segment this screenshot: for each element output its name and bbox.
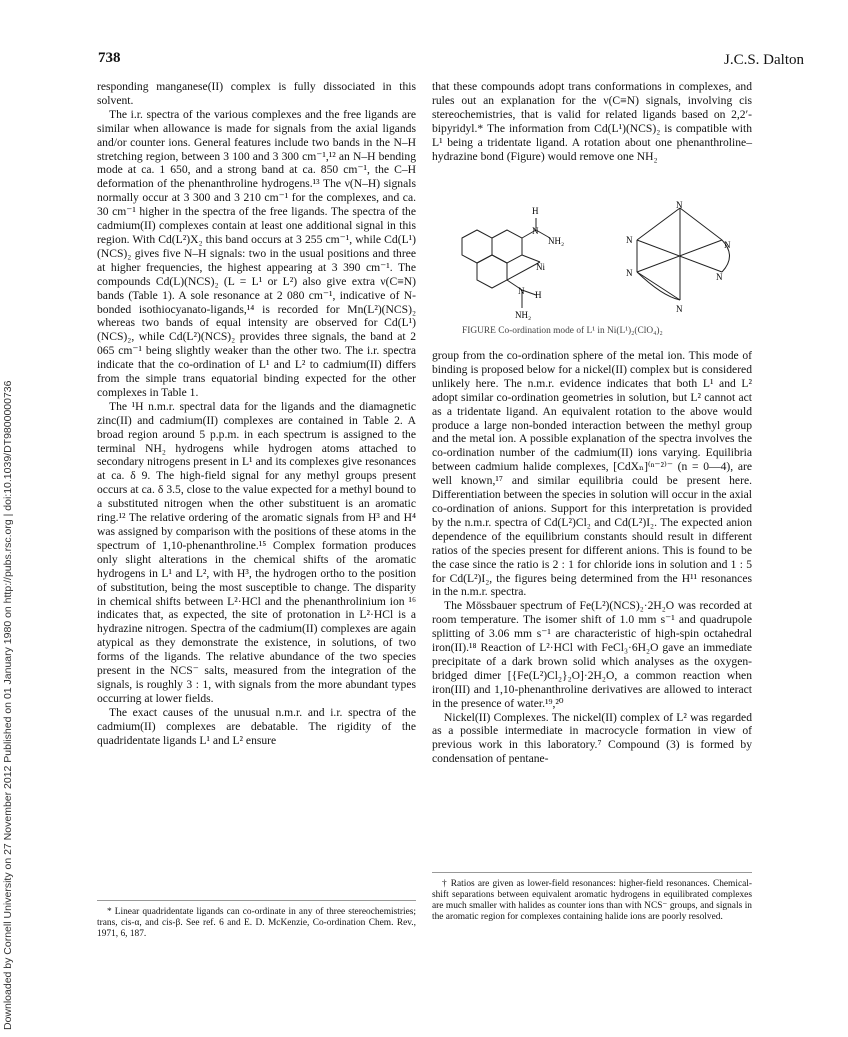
right-column-bottom <box>432 349 752 766</box>
paragraph: The ¹H n.m.r. spectral data for the ligands and the diamagnetic zinc(II) and cadmium(II) complexes are contained in Table 2. A broad region around 5 p.p.m. in each spectrum is assigned to the terminal NH₂ hydrogens while hydrogen atoms attached to secondary nitrogens present in L¹ and its complexes give resonances at ca. δ 9. The high-field signal for any methyl groups present occurs at ca. δ 3.5, close to the value expected for a methyl bound to a substituted nitrogen when the other substituent is an aromatic ring.¹² The relative ordering of the aromatic signals from H³ and H⁴ was assigned by comparison with the positions of these atoms in the spectrum of 1,10-phenanthroline.¹⁵ Complex formation produces only slight alterations in the chemical shifts of the aromatic hydrogens in L¹ and L², with H³, the hydrogen ortho to the position of substitution, being the most susceptible to change. The disparity in chemical shifts between L²·HCl and the phenanthrolinium ion ¹⁶ indicates that, as expected, the site of protonation in L²·HCl is a hydrazine nitrogen. Spectra of the cadmium(II) complexes are again atypical as they demonstrate the existence, in solutions, of two forms of the ligands. The relative abundance of the two species present in the NCS⁻ salts, measured from the integration of the signals, is roughly 3 : 1, with signals from the more abundant types occurring at lower fields. <box>97 399 416 705</box>
label-n: N <box>724 240 731 250</box>
label-n: N <box>532 226 539 236</box>
paragraph: The i.r. spectra of the various complexes and the free ligands are similar when allowance is made for signals from the axial ligands and/or counter ions. General features include two bands in the N–H stretching region, between 3 100 and 3 300 cm⁻¹,¹² an N–H bending mode at ca. 1 650, and a strong band at ca. 850 cm⁻¹, the C–H deformation of the phenanthroline hydrogens.¹³ The ν(N–H) signals normally occur at 3 300 and 3 210 cm⁻¹ for the complexes, and ca. 30 cm⁻¹ higher in the spectra of the free ligands. The spectra of the cadmium(II) complexes contain at least one additional signal in this region. With Cd(L²)X₂ this band occurs at 3 255 cm⁻¹, while Cd(L¹)(NCS)₂ gives five N–H signals: two in the usual positions and three at higher frequencies, the highest appearing at 3 390 cm⁻¹. The compounds Cd(L)(NCS)₂ (L = L¹ or L²) also give extra ν(C≡N) bands (Table 1). A sole resonance at 2 080 cm⁻¹, indicative of N-bonded isothiocyanato-ligands,¹⁴ is recorded for Mn(L²)(NCS)₂ whereas two bands of equal intensity are observed for Cd(L¹)(NCS)₂, while Cd(L²)(NCS)₂ provides three signals, the band at 2 065 cm⁻¹ being slightly weaker than the other two. The i.r. spectra indicate that the co-ordination of L¹ and L² to cadmium(II) differs from the simple trans equatorial binding expected for the other complexes in Table 1. <box>97 107 416 399</box>
paragraph: group from the co-ordination sphere of the metal ion. This mode of binding is proposed below for a nickel(II) complex but is considered unlikely here. The n.m.r. evidence indicates that both L¹ and L² adopt similar co-ordination geometries in solution, but L² cannot act as a tridentate ligand. An equivalent rotation to the above would produce a large non-bonded interaction between the methyl group and the metal ion. A possible explanation of the spectra involves the co-ordination number of the cadmium(II) ions varying. Equilibria between cadmium halide complexes, [CdXₙ]⁽ⁿ⁻²⁾⁻ (n = 0—4), are well known,¹⁷ and similar equilibria could be present here. Differentiation between the species in solution will occur in the axial co-ordination of anions. Support for this interpretation is provided by the n.m.r. spectra of Cd(L²)Cl₂ and Cd(L²)I₂. The expected anion dependence of the equilibrium constants should result in different ratios of the species present for different anions. This is found to be the case since the ratio is 2 : 1 for chloride ions in solution and 1 : 5 for Cd(L²)I₂, the figures being determined from the H¹¹ resonances in the n.m.r. spectra. <box>432 349 752 599</box>
label-h: H <box>535 290 542 300</box>
side-watermark: Downloaded by Cornell University on 27 November 2012 Published on 01 January 1980 on http://pubs.rsc.org | doi:10.1039/DT9800000736 <box>2 380 14 1030</box>
ring-middle <box>477 255 507 288</box>
running-head: J.C.S. Dalton <box>723 52 804 68</box>
paragraph: Nickel(II) Complexes. The nickel(II) complex of L² was regarded as a possible intermediate in macrocycle formation in view of previous work in this laboratory.⁷ Compound (3) is formed by condensation of pentane- <box>432 710 752 766</box>
footnote-text: † Ratios are given as lower-field resonances: higher-field resonances. Chemical-shift separations between equivalent aromatic hydrogens in equilibrated complexes are much smaller with halides as counter ions than with NCS⁻ groups, and signals in the aromatic region for complexes containing halide ions are poorly resolved. <box>432 879 752 922</box>
ring-right <box>492 230 522 263</box>
ring-left <box>462 230 492 263</box>
paragraph: The Mössbauer spectrum of Fe(L²)(NCS)₂·2H₂O was recorded at room temperature. The isomer shift of 1.0 mm s⁻¹ and quadrupole splitting of 3.06 mm s⁻¹ are characteristic of high-spin octahedral iron(II).¹⁸ Reaction of L²·HCl with FeCl₃·6H₂O gave an immediate precipitate of a dark brown solid which analyses as the oxygen-bridged dimer [{Fe(L²)Cl₂}₂O]·2H₂O, a common reaction when iron(III) and 1,10-phenanthroline derivatives are allowed to interact in the presence of water.¹⁹,²⁰ <box>432 599 752 710</box>
label-nh2: NH₂ <box>515 310 532 320</box>
label-n: N <box>676 200 683 210</box>
figure-caption: FIGURE Co-ordination mode of L¹ in Ni(L¹)₂(ClO₄)₂ <box>462 326 663 336</box>
figure-drawing <box>432 200 752 325</box>
paragraph: responding manganese(II) complex is fully dissociated in this solvent. <box>97 80 416 107</box>
label-nh2: NH₂ <box>548 236 565 246</box>
label-n: N <box>716 272 723 282</box>
page-number: 738 <box>98 50 121 66</box>
left-column <box>97 80 416 748</box>
label-ni: Ni <box>536 262 545 272</box>
footnote-text: * Linear quadridentate ligands can co-ordinate in any of three stereochemistries; trans, cis-α, and cis-β. See ref. 6 and E. D. McKenzie, Co-ordination Chem. Rev., 1971, 6, 187. <box>97 907 416 939</box>
label-n: N <box>626 235 633 245</box>
figure-structure <box>432 200 752 345</box>
footnote-right <box>432 872 752 923</box>
label-h: H <box>532 206 539 216</box>
label-n: N <box>518 286 525 296</box>
paragraph: that these compounds adopt trans conformations in complexes, and rules out an explanation for the ν(C≡N) signals, involving cis stereochemistries, that is valid for related ligands based on 2,2′-bipyridyl.* The information from Cd(L¹)(NCS)₂ is compatible with L¹ being a tridentate ligand. A rotation about one phenanthroline–hydrazine bond (Figure) would remove one NH₂ <box>432 80 752 163</box>
label-n: N <box>676 304 683 314</box>
paragraph: The exact causes of the unusual n.m.r. and i.r. spectra of the cadmium(II) complexes are debatable. The rigidity of the quadridentate ligands L¹ and L² ensure <box>97 705 416 747</box>
right-column-top <box>432 80 752 163</box>
label-n: N <box>626 268 633 278</box>
footnote-left <box>97 900 416 940</box>
